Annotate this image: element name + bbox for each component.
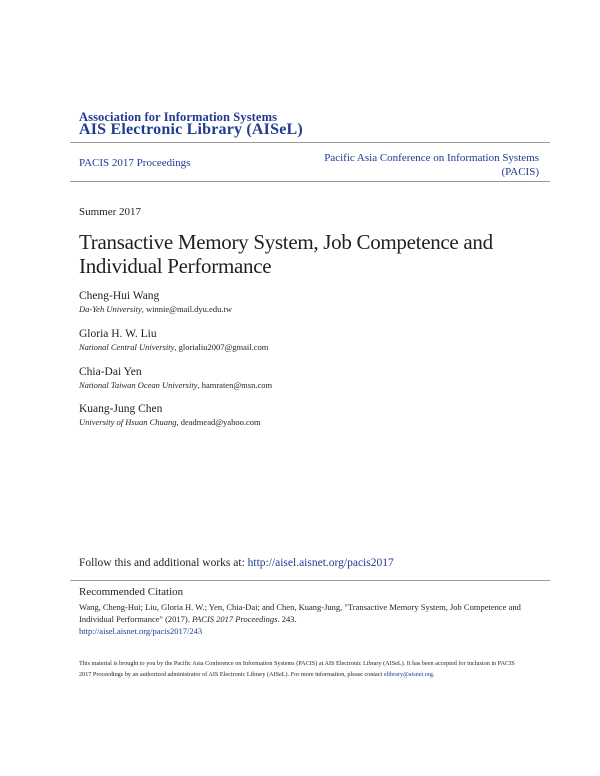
author-affiliation: University of Hsuan Chuang	[79, 417, 177, 427]
author-name: Gloria H. W. Liu	[79, 328, 157, 340]
footer-end: .	[432, 670, 435, 678]
author-email: winnie@mail.dyu.edu.tw	[145, 304, 232, 314]
follow-link[interactable]: http://aisel.aisnet.org/pacis2017	[247, 557, 394, 569]
proceedings-link[interactable]: PACIS 2017 Proceedings	[79, 157, 191, 169]
footer-notice	[79, 659, 524, 680]
publication-date: Summer 2017	[79, 206, 142, 218]
follow-line	[79, 557, 394, 569]
author-affiliation-line: Da-Yeh University, winnie@mail.dyu.edu.tw	[79, 304, 232, 314]
author-affiliation-line: University of Hsuan Chuang, deadmead@yahoo.com	[79, 417, 261, 427]
author-email: glorialiu2007@gmail.com	[178, 342, 269, 352]
citation-text: Wang, Cheng-Hui; Liu, Gloria H. W.; Yen, Chia-Dai; and Chen, Kuang-Jung, "Transactive Memory System, Job Competence and Individual Performance" (2017).	[79, 602, 521, 624]
author-name: Chia-Dai Yen	[79, 366, 142, 378]
citation-block	[79, 601, 524, 637]
top-divider	[70, 142, 550, 143]
author-affiliation-line: National Central University, glorialiu2007@gmail.com	[79, 342, 269, 352]
citation-divider	[70, 580, 550, 581]
author-email: hamraten@msn.com	[201, 380, 273, 390]
recommended-citation-heading: Recommended Citation	[79, 586, 184, 598]
footer-text: This material is brought to you by the Pacific Asia Conference on Information Systems (PACIS) at AIS Electronic Library (AISeL). It has been accepted for inclusion in PACIS 2017 Proceedings by an authorized administrator of AIS Electronic Library (AISeL). For more information, please contact	[79, 660, 515, 678]
author-email: deadmead@yahoo.com	[180, 417, 261, 427]
association-name: Association for Information Systems	[79, 110, 278, 124]
citation-url-link[interactable]: http://aisel.aisnet.org/pacis2017/243	[79, 626, 203, 636]
author-entry	[79, 290, 232, 314]
citation-suffix: . 243.	[277, 614, 297, 624]
library-name[interactable]: AIS Electronic Library (AISeL)	[79, 121, 303, 138]
author-entry	[79, 403, 261, 427]
contact-email-link[interactable]: elibrary@aisnet.org	[383, 670, 433, 678]
author-affiliation: National Central University	[79, 342, 175, 352]
author-affiliation: National Taiwan Ocean University	[79, 380, 198, 390]
conference-link-line1: Pacific Asia Conference on Information Systems	[324, 152, 539, 164]
follow-text: Follow this and additional works at:	[79, 557, 248, 569]
author-entry	[79, 366, 272, 390]
header-divider	[70, 181, 550, 182]
author-name: Kuang-Jung Chen	[79, 403, 163, 415]
author-affiliation: Da-Yeh University	[79, 304, 142, 314]
citation-source: PACIS 2017 Proceedings	[192, 614, 278, 624]
conference-link-line2: (PACIS)	[501, 166, 539, 178]
author-affiliation-line: National Taiwan Ocean University, hamraten@msn.com	[79, 380, 273, 390]
author-entry	[79, 328, 268, 352]
conference-link[interactable]	[289, 151, 539, 179]
paper-title: Transactive Memory System, Job Competence and Individual Performance	[79, 230, 493, 278]
author-name: Cheng-Hui Wang	[79, 290, 160, 302]
